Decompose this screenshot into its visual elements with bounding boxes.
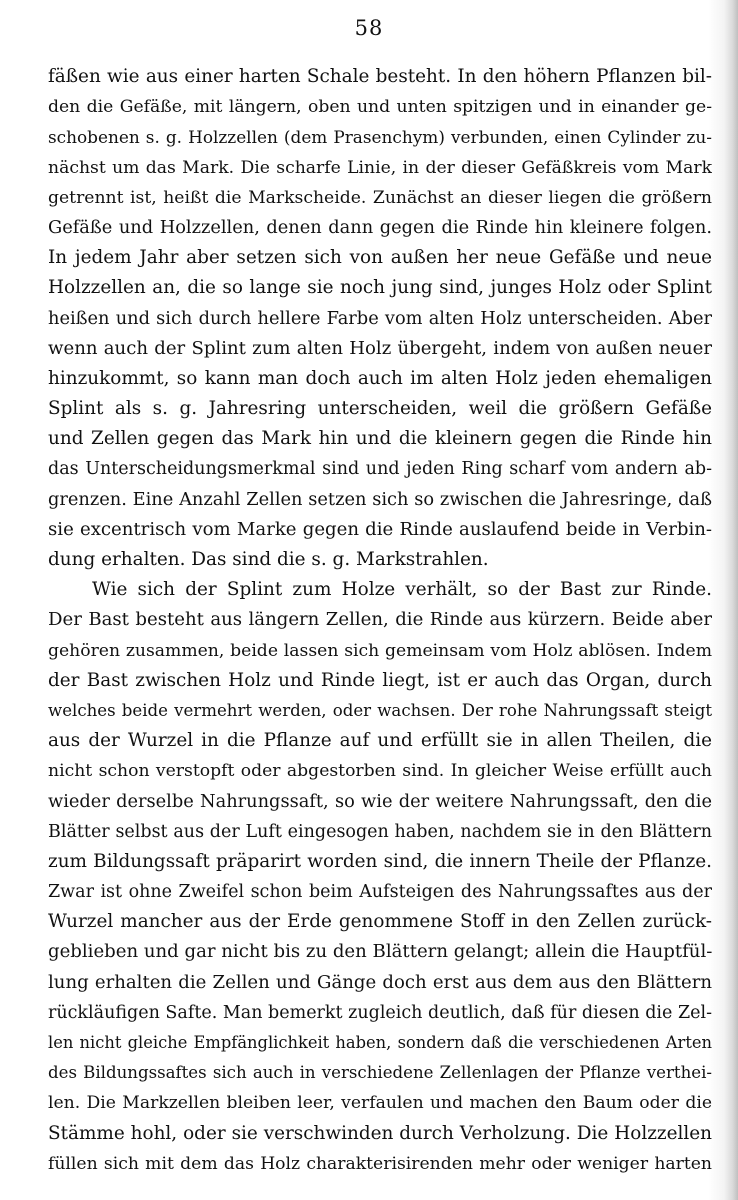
- text-line: nicht schon verstopft oder abgestorben sind. In gleicher Weise erfüllt auch: [48, 761, 712, 782]
- text-line: welches beide vermehrt werden, oder wachsen. Der rohe Nahrungssaft steigt: [48, 700, 712, 720]
- text-line: sie excentrisch vom Marke gegen die Rinde auslaufend beide in Verbin-: [48, 518, 712, 540]
- body-text: [48, 62, 712, 1179]
- text-line: gehören zusammen, beide lassen sich gemeinsam vom Holz ablösen. Indem: [48, 640, 712, 661]
- text-line: Stämme hohl, oder sie verschwinden durch Verholzung. Die Holzzellen: [48, 1122, 712, 1144]
- text-line: schobenen s. g. Holzzellen (dem Prasenchym) verbunden, einen Cylinder zu-: [48, 127, 712, 148]
- text-line: Holzzellen an, die so lange sie noch jung sind, junges Holz oder Splint: [48, 277, 712, 299]
- text-line: getrennt ist, heißt die Markscheide. Zunächst an dieser liegen die größern: [48, 187, 712, 208]
- paragraph-end-line: dung erhalten. Das sind die s. g. Markstrahlen.: [48, 549, 489, 570]
- paragraph-start-line: Wie sich der Splint zum Holze verhält, so der Bast zur Rinde.: [92, 579, 712, 601]
- text-line: grenzen. Eine Anzahl Zellen setzen sich so zwischen die Jahresringe, daß: [48, 488, 712, 510]
- text-line: füllen sich mit dem das Holz charakterisirenden mehr oder weniger harten: [48, 1153, 712, 1174]
- text-line: In jedem Jahr aber setzen sich von außen her neue Gefäße und neue: [48, 247, 712, 269]
- text-line: das Unterscheidungsmerkmal sind und jeden Ring scharf vom andern ab-: [48, 459, 712, 480]
- text-line: Der Bast besteht aus längern Zellen, die Rinde aus kürzern. Beide aber: [48, 609, 712, 631]
- text-line: hinzukommt, so kann man doch auch im alten Holz jeden ehemaligen: [48, 367, 712, 389]
- page-number: 58: [354, 16, 384, 40]
- text-line: Splint als s. g. Jahresring unterscheiden, weil die größern Gefäße: [48, 398, 712, 420]
- text-line: lung erhalten die Zellen und Gänge doch erst aus dem aus den Blättern: [48, 971, 712, 993]
- text-line: len nicht gleiche Empfänglichkeit haben, sondern daß die verschiedenen Arten: [48, 1033, 712, 1052]
- text-line: Blätter selbst aus der Luft eingesogen haben, nachdem sie in den Blättern: [48, 821, 712, 842]
- text-line: fäßen wie aus einer harten Schale besteht. In den höhern Pflanzen bil-: [48, 66, 712, 87]
- text-line: der Bast zwischen Holz und Rinde liegt, ist er auch das Organ, durch: [48, 669, 712, 691]
- text-line: wenn auch der Splint zum alten Holz übergeht, indem von außen neuer: [48, 337, 712, 359]
- text-line: des Bildungssaftes sich auch in verschiedene Zellenlagen der Pflanze verthei-: [48, 1063, 712, 1083]
- text-line: len. Die Markzellen bleiben leer, verfaulen und machen den Baum oder die: [48, 1093, 712, 1114]
- text-line: nächst um das Mark. Die scharfe Linie, in der dieser Gefäßkreis vom Mark: [48, 157, 712, 178]
- text-line: zum Bildungssaft präparirt worden sind, die innern Theile der Pflanze.: [48, 850, 712, 872]
- text-line: wieder derselbe Nahrungssaft, so wie der weitere Nahrungssaft, den die: [48, 790, 712, 812]
- text-line: Wurzel mancher aus der Erde genommene Stoff in den Zellen zurück-: [48, 911, 712, 933]
- text-line: Zwar ist ohne Zweifel schon beim Aufsteigen des Nahrungssaftes aus der: [48, 882, 712, 903]
- text-line: und Zellen gegen das Mark hin und die kleinern gegen die Rinde hin: [48, 428, 712, 450]
- text-line: den die Gefäße, mit längern, oben und unten spitzigen und in einander ge-: [48, 97, 712, 118]
- page-edge-shadow: [724, 0, 738, 1200]
- text-line: Gefäße und Holzzellen, denen dann gegen die Rinde hin kleinere folgen.: [48, 216, 712, 238]
- text-line: aus der Wurzel in die Pflanze auf und erfüllt sie in allen Theilen, die: [48, 730, 712, 752]
- text-line: heißen und sich durch hellere Farbe vom alten Holz unterscheiden. Aber: [48, 307, 712, 329]
- text-line: rückläufigen Safte. Man bemerkt zugleich deutlich, daß für diesen die Zel-: [48, 1002, 712, 1023]
- text-line: geblieben und gar nicht bis zu den Blättern gelangt; allein die Hauptfül-: [48, 941, 712, 963]
